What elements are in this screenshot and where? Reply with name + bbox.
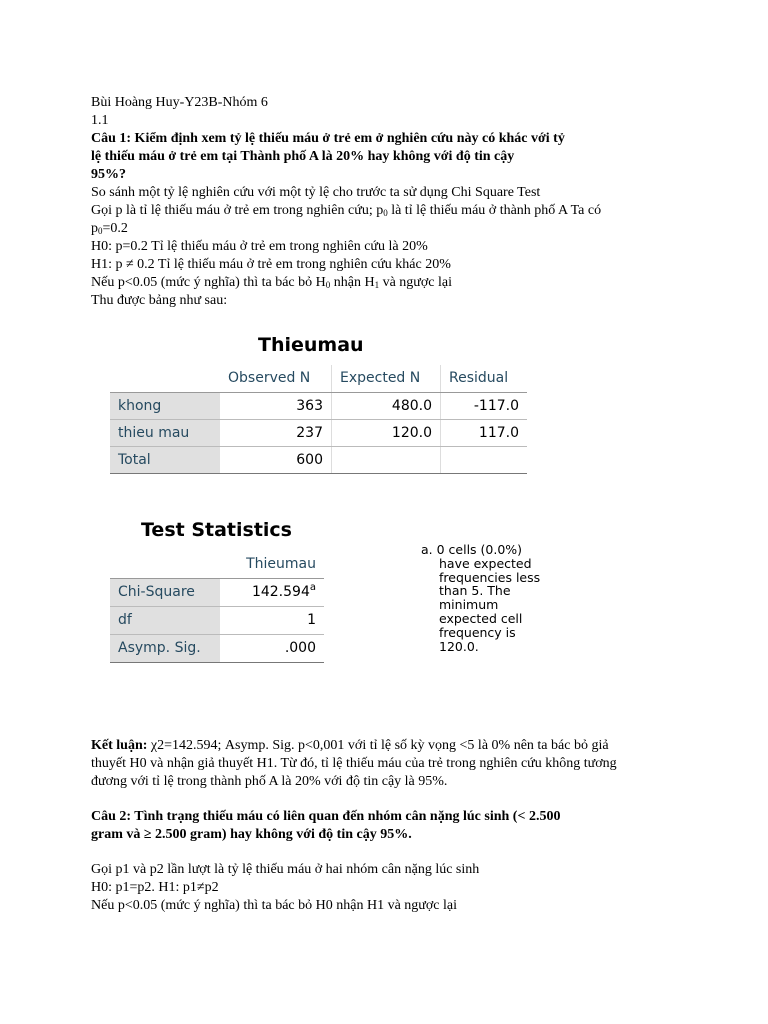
section-number: 1.1 <box>91 113 109 128</box>
row-label: Total <box>110 446 220 473</box>
footnote-line: 120.0. <box>439 638 479 654</box>
q1-compare-line: So sánh một tỷ lệ nghiên cứu với một tỷ lệ cho trước ta sử dụng Chi Square Test <box>91 185 541 200</box>
test-stats-table <box>110 550 324 663</box>
q2-title-line1: Câu 2: Tình trạng thiếu máu có liên quan đến nhóm cân nặng lúc sinh (< 2.500 <box>91 809 561 824</box>
q1-h1-line: H1: p ≠ 0.2 Tỉ lệ thiếu máu ở trẻ em trong nghiên cứu khác 20% <box>91 257 451 272</box>
expected-header: Expected N <box>332 365 441 392</box>
row-label: df <box>110 606 220 634</box>
expected-cell <box>332 446 441 473</box>
table-row <box>110 634 324 662</box>
observed-cell: 237 <box>220 419 332 446</box>
chi-square-value: 142.594$^a$ <box>220 578 324 606</box>
residual-header: Residual <box>441 365 528 392</box>
freq-table <box>110 365 527 474</box>
q1-title-line1: Câu 1: Kiểm định xem tỷ lệ thiếu máu ở trẻ em ở nghiên cứu này có khác với tỷ <box>91 131 565 146</box>
q1-p0-line: $p_0=0.2$ <box>91 221 128 236</box>
observed-header: Observed N <box>220 365 332 392</box>
asymp-sig-value: .000 <box>220 634 324 662</box>
expected-cell: 480.0 <box>332 392 441 419</box>
q1-definition-line: Gọi p là tỉ lệ thiếu máu ở trẻ em trong nghiên cứu; $p_0$ là tỉ lệ thiếu máu ở thành phố A Ta có <box>91 203 602 218</box>
footnote-line: a. 0 cells (0.0%) <box>421 542 523 557</box>
footnote-line: minimum <box>439 597 499 613</box>
test-stats-header-row <box>110 550 324 578</box>
residual-cell: 117.0 <box>441 419 528 446</box>
freq-table-header-row <box>110 365 527 392</box>
table-row <box>110 419 527 446</box>
q1-table-intro: Thu được bảng như sau: <box>91 293 228 308</box>
table-row <box>110 392 527 419</box>
residual-cell <box>441 446 528 473</box>
footnote-line: frequency is <box>439 624 516 640</box>
conclusion-line3: đương với tỉ lệ trong thành phố A là 20% với độ tin cậy là 95%. <box>91 774 448 789</box>
observed-cell: 363 <box>220 392 332 419</box>
table-row <box>110 446 527 473</box>
test-stats-footnote <box>421 543 540 653</box>
q2-definition-line: Gọi p1 và p2 lần lượt là tỷ lệ thiếu máu ở hai nhóm cân nặng lúc sinh <box>91 862 480 877</box>
q1-h0-line: H0: p=0.2 Tỉ lệ thiếu máu ở trẻ em trong nghiên cứu là 20% <box>91 239 428 254</box>
row-label: thieu mau <box>110 419 220 446</box>
footnote-line: expected cell <box>439 610 523 626</box>
table-row <box>110 578 324 606</box>
q1-title-line2: lệ thiếu máu ở trẻ em tại Thành phố A là 20% hay không với độ tin cậy <box>91 149 515 164</box>
q1-rule-line: Nếu p<0.05 (mức ý nghĩa) thì ta bác bỏ $H_0$ nhận $H_1$ và ngược lại <box>91 275 453 290</box>
author-line: Bùi Hoàng Huy-Y23B-Nhóm 6 <box>91 95 268 110</box>
q2-title-line2: gram và ≥ 2.500 gram) hay không với độ tin cậy 95%. <box>91 827 412 842</box>
df-value: 1 <box>220 606 324 634</box>
table-row <box>110 606 324 634</box>
footnote-line: frequencies less <box>439 569 541 585</box>
observed-cell: 600 <box>220 446 332 473</box>
test-stats-title: Test Statistics <box>141 519 292 541</box>
residual-cell: -117.0 <box>441 392 528 419</box>
footnote-line: have expected <box>439 555 532 571</box>
row-label: Asymp. Sig. <box>110 634 220 662</box>
q1-title-line3: 95%? <box>91 167 126 182</box>
conclusion-label: Kết luận: <box>91 738 148 753</box>
footnote-line: than 5. The <box>439 583 511 599</box>
freq-table-title: Thieumau <box>258 334 364 356</box>
conclusion-line2: thuyết H0 và nhận giả thuyết H1. Từ đó, tỉ lệ thiếu máu của trẻ trong nghiên cứu không tương <box>91 756 617 771</box>
q2-hypothesis-line: H0: p1=p2. H1: p1≠p2 <box>91 880 219 895</box>
q2-rule-line: Nếu p<0.05 (mức ý nghĩa) thì ta bác bỏ H0 nhận H1 và ngược lại <box>91 898 457 913</box>
row-label: khong <box>110 392 220 419</box>
conclusion-line1: Kết luận: χ2=142.594; Asymp. Sig. p<0,001 với tỉ lệ số kỳ vọng <5 là 0% nên ta bác bỏ giả <box>91 738 609 753</box>
thieumau-header: Thieumau <box>220 550 324 578</box>
row-label: Chi-Square <box>110 578 220 606</box>
expected-cell: 120.0 <box>332 419 441 446</box>
